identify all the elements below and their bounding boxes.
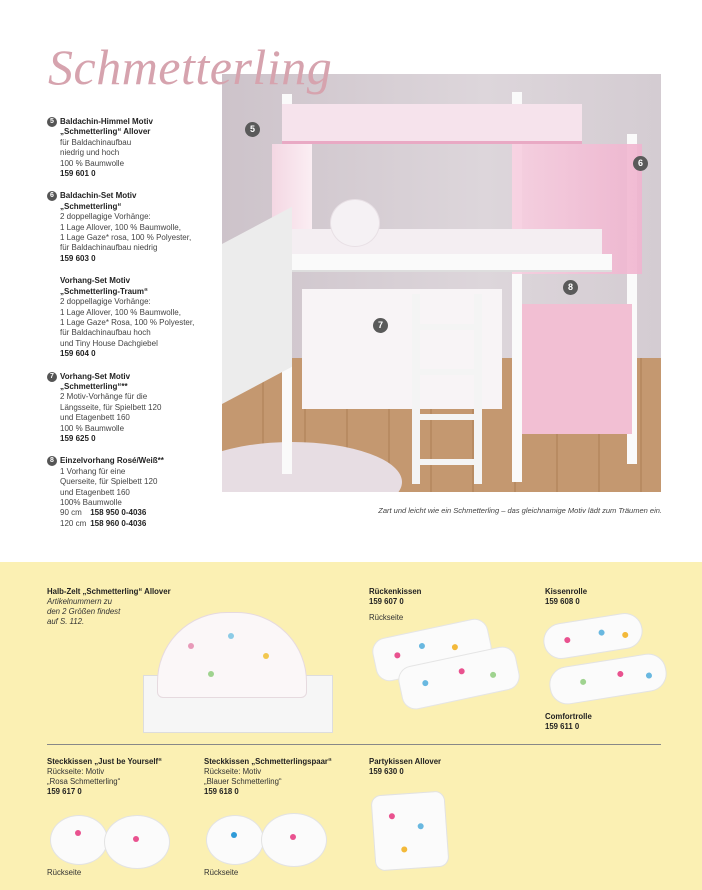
- page-title: Schmetterling: [48, 39, 333, 95]
- product-desc: Rückseite: Motiv: [47, 767, 105, 776]
- item-name: „Schmetterling“ Allover: [60, 127, 151, 137]
- product-note: auf S. 112.: [47, 617, 85, 626]
- item-desc: 2 Motiv-Vorhänge für die: [60, 392, 148, 402]
- product-steckkissen-schmetterlingspaar: [204, 757, 364, 797]
- size-label: 120 cm: [60, 518, 87, 528]
- round-pillow: [330, 199, 380, 247]
- cushion-oval-back-image: [104, 815, 170, 869]
- product-name: Partykissen Allover: [369, 757, 442, 766]
- size-row: [60, 508, 217, 518]
- item-desc: 1 Lage Gaze* Rosa, 100 % Polyester,: [60, 317, 195, 327]
- product-note: den 2 Größen findest: [47, 607, 121, 616]
- item-desc: 1 Vorhang für eine: [60, 466, 126, 476]
- product-art-no: 159 630 0: [369, 767, 404, 776]
- item-desc: niedrig und hoch: [60, 148, 120, 158]
- item-name: Vorhang-Set Motiv: [60, 276, 131, 286]
- product-art-no: 159 617 0: [47, 787, 82, 796]
- number-badge: 5: [47, 117, 57, 127]
- product-desc: „Rosa Schmetterling“: [47, 777, 121, 786]
- hero-photo: [222, 74, 661, 492]
- mattress: [282, 229, 602, 255]
- item-desc: 100% Baumwolle: [60, 498, 122, 507]
- ladder: [412, 294, 482, 484]
- product-art-no: 159 618 0: [204, 787, 239, 796]
- item-art-no: 159 604 0: [60, 349, 96, 359]
- hero-badge-5: 5: [245, 122, 260, 137]
- product-kissenrolle: [545, 587, 587, 607]
- size-label: 90 cm: [60, 508, 82, 518]
- item-desc: 100 % Baumwolle: [60, 423, 125, 433]
- list-item-vorhang-traum: [47, 276, 217, 359]
- item-art-no: 158 960 0-4036: [90, 518, 147, 528]
- back-label: Rückseite: [204, 868, 239, 877]
- item-art-no: 159 603 0: [60, 253, 96, 263]
- product-name: Halb-Zelt „Schmetterling“ Allover: [47, 587, 171, 596]
- product-desc: „Blauer Schmetterling“: [204, 777, 282, 786]
- item-desc: für Baldachinaufbau hoch: [60, 328, 151, 338]
- item-name: „Schmetterling-Traum“: [60, 286, 149, 296]
- number-badge: 8: [47, 456, 57, 466]
- product-name: Kissenrolle: [545, 587, 588, 596]
- list-item-5: [47, 117, 217, 179]
- item-name: „Schmetterling“**: [60, 381, 128, 391]
- back-label: Rückseite: [47, 868, 82, 877]
- list-item-7: [47, 372, 217, 445]
- item-art-no: 159 625 0: [60, 433, 96, 443]
- product-name: Steckkissen „Schmetterlingspaar“: [204, 757, 332, 766]
- item-desc: für Baldachinaufbau: [60, 137, 132, 147]
- product-comfortrolle: [545, 712, 592, 732]
- bed-deck: [282, 254, 612, 272]
- item-desc: und Etagenbett 160: [60, 487, 130, 497]
- product-name: Steckkissen „Just be Yourself“: [47, 757, 162, 766]
- product-art-no: 159 607 0: [369, 597, 404, 606]
- item-desc: 1 Lage Allover, 100 % Baumwolle,: [60, 307, 181, 317]
- product-art-no: 159 608 0: [545, 597, 580, 606]
- cushion-oval-image: [50, 815, 108, 865]
- item-desc: Querseite, für Spielbett 120: [60, 477, 158, 487]
- product-desc: Rückseite: Motiv: [204, 767, 262, 776]
- product-list: [47, 117, 217, 541]
- item-name: Baldachin-Set Motiv: [60, 191, 137, 201]
- product-art-no: 159 611 0: [545, 722, 580, 731]
- product-rueckenkissen: [369, 587, 421, 623]
- item-desc: und Tiny House Dachgiebel: [60, 338, 158, 348]
- size-row: [60, 519, 217, 529]
- item-name: „Schmetterling“: [60, 201, 122, 211]
- item-desc: und Etagenbett 160: [60, 413, 130, 423]
- product-note: Artikelnummern zu: [47, 597, 112, 606]
- number-badge: 7: [47, 372, 57, 382]
- item-name: Einzelvorhang Rosé/Weiß**: [60, 456, 164, 466]
- number-badge: 6: [47, 191, 57, 201]
- product-name: Rückenkissen: [369, 587, 422, 596]
- list-item-6: [47, 191, 217, 264]
- item-desc: für Baldachinaufbau niedrig: [60, 243, 158, 253]
- item-desc: 2 doppellagige Vorhänge:: [60, 297, 151, 307]
- item-desc: 1 Lage Allover, 100 % Baumwolle,: [60, 222, 181, 232]
- photo-caption: Zart und leicht wie ein Schmetterling – das gleichnamige Motiv lädt zum Träumen ein.: [378, 506, 662, 515]
- list-item-8: [47, 456, 217, 529]
- item-desc: 2 doppellagige Vorhänge:: [60, 212, 151, 222]
- product-name: Comfortrolle: [545, 712, 592, 721]
- back-label: Rückseite: [369, 613, 404, 622]
- item-desc: 100 % Baumwolle: [60, 158, 125, 168]
- product-steckkissen-just-be-yourself: [47, 757, 207, 797]
- item-desc: 1 Lage Gaze* rosa, 100 % Polyester,: [60, 233, 192, 243]
- cushion-oval-image: [206, 815, 264, 865]
- party-cushion-image: [370, 791, 449, 872]
- canopy: [282, 104, 582, 144]
- item-art-no: 159 601 0: [60, 169, 96, 179]
- section-divider: [47, 744, 661, 745]
- cushion-oval-back-image: [261, 813, 327, 867]
- product-halbzelt: [47, 587, 197, 627]
- item-desc: Längsseite, für Spielbett 120: [60, 402, 162, 412]
- item-art-no: 158 950 0-4036: [90, 508, 147, 518]
- item-name: Baldachin-Himmel Motiv: [60, 117, 153, 126]
- item-name: Vorhang-Set Motiv: [60, 371, 131, 381]
- hero-badge-8: 8: [563, 280, 578, 295]
- product-partykissen: [369, 757, 441, 777]
- hero-badge-6: 6: [633, 156, 648, 171]
- side-curtain: [522, 304, 632, 434]
- hero-badge-7: 7: [373, 318, 388, 333]
